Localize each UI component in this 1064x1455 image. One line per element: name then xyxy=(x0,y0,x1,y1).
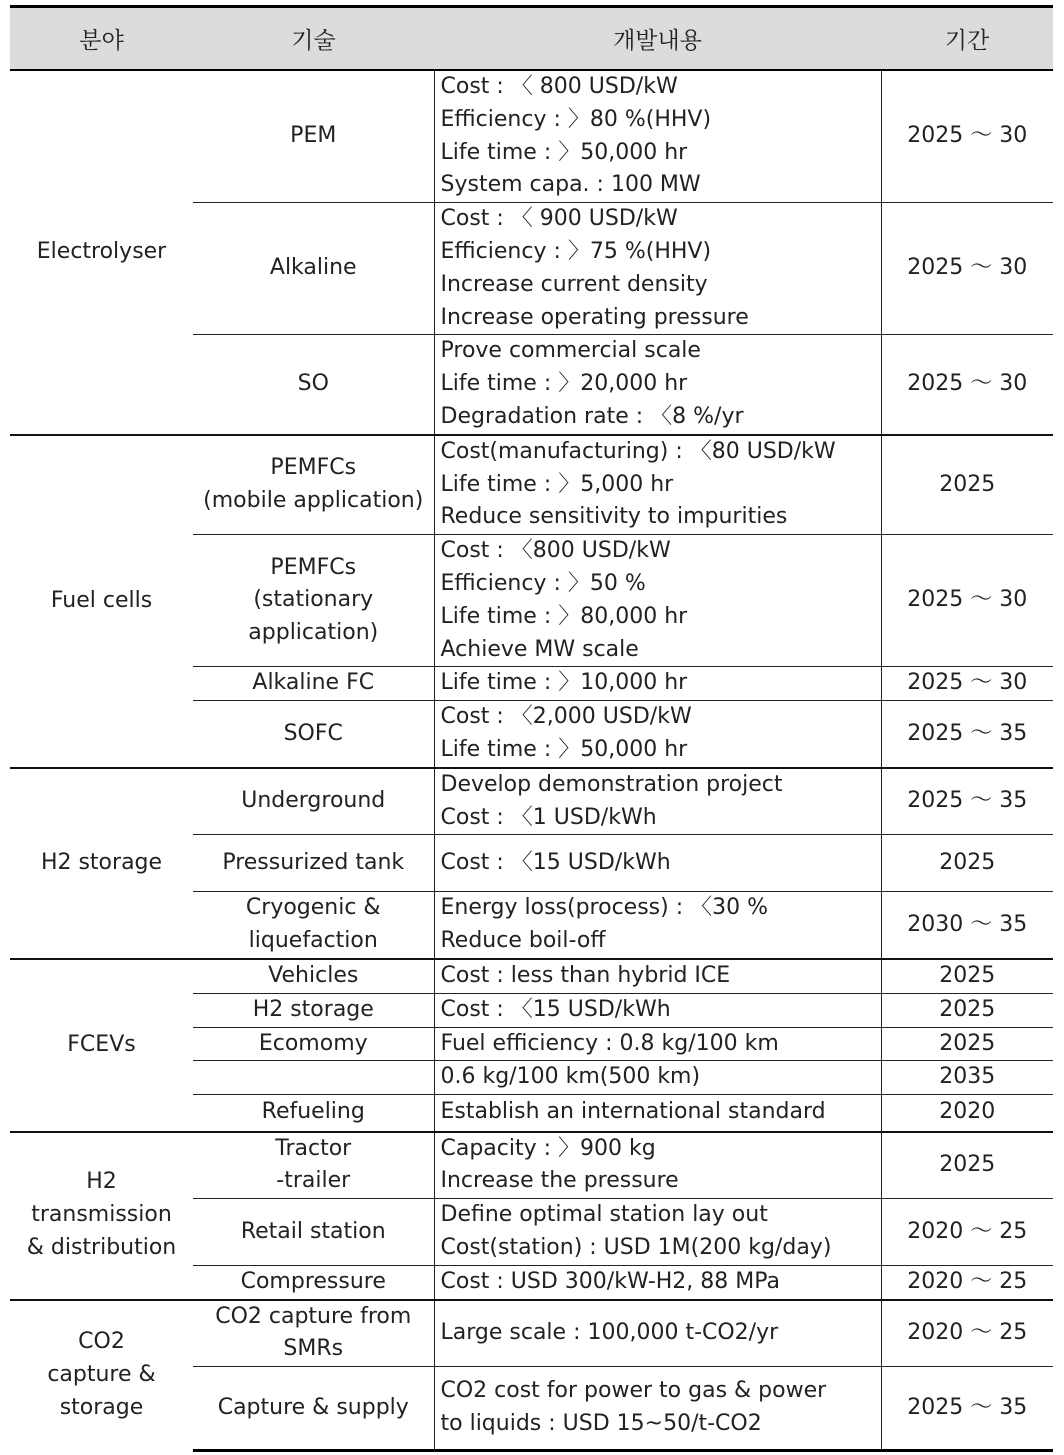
tech-line: SOFC xyxy=(283,720,343,746)
period-cell: 2025 ～ 30 xyxy=(881,535,1053,667)
content-line: Capacity : 〉900 kg xyxy=(440,1135,656,1161)
tech-line: PEMFCs xyxy=(270,455,357,481)
field-line: FCEVs xyxy=(67,1031,136,1057)
period-cell: 2035 xyxy=(881,1061,1053,1095)
tech-line: Refueling xyxy=(261,1099,365,1125)
content-line: Life time : 〉10,000 hr xyxy=(440,670,688,696)
content-line: Achieve MW scale xyxy=(440,636,639,662)
period-cell: 2025 ～ 30 xyxy=(881,335,1053,435)
field-line: Electrolyser xyxy=(36,238,167,264)
field-line: storage xyxy=(59,1395,144,1421)
content-line: Increase operating pressure xyxy=(440,304,749,330)
period-cell: 2025 ～ 30 xyxy=(881,70,1053,203)
field-cell xyxy=(10,959,193,1132)
content-cell xyxy=(434,1132,881,1199)
content-line: Cost : less than hybrid ICE xyxy=(440,962,731,988)
period-cell: 2025 xyxy=(881,993,1053,1027)
tech-line: -trailer xyxy=(276,1168,351,1194)
content-line: CO2 cost for power to gas & power xyxy=(440,1378,827,1404)
content-line: Life time : 〉20,000 hr xyxy=(440,371,688,397)
tech-cell xyxy=(193,70,434,203)
tech-line: Pressurized tank xyxy=(222,849,405,875)
field-cell xyxy=(10,1132,193,1300)
content-line: Reduce boil-off xyxy=(440,928,606,954)
content-cell xyxy=(434,1027,881,1061)
tech-line: PEM xyxy=(290,123,337,149)
period-cell: 2020 ～ 25 xyxy=(881,1265,1053,1299)
tech-line: Vehicles xyxy=(268,962,359,988)
tech-cell xyxy=(193,667,434,701)
tech-line: liquefaction xyxy=(248,928,378,954)
table-row xyxy=(10,435,1053,535)
header-field: 분야 xyxy=(10,7,193,71)
content-line: Cost(station) : USD 1M(200 kg/day) xyxy=(440,1235,832,1260)
content-line: Reduce sensitivity to impurities xyxy=(440,504,788,530)
content-line: Efficiency : 〉75 %(HHV) xyxy=(440,238,712,264)
tech-line: Ecomomy xyxy=(258,1030,368,1056)
tech-line: Underground xyxy=(241,788,386,814)
tech-line: Tractor xyxy=(275,1135,352,1161)
content-line: Degradation rate : 〈8 %/yr xyxy=(440,403,744,429)
content-cell xyxy=(434,1300,881,1367)
content-line: Life time : 〉50,000 hr xyxy=(440,139,688,165)
table-row xyxy=(10,1300,1053,1367)
field-cell xyxy=(10,1300,193,1451)
tech-cell xyxy=(193,1300,434,1367)
tech-cell xyxy=(193,1199,434,1266)
content-line: Increase the pressure xyxy=(440,1168,679,1194)
roadmap-table xyxy=(10,5,1053,1452)
content-line: Life time : 〉5,000 hr xyxy=(440,471,674,497)
table-row xyxy=(10,768,1053,835)
content-line: Cost : 〈 800 USD/kW xyxy=(440,74,678,99)
field-line: H2 xyxy=(86,1169,117,1195)
period-cell: 2025 ～ 30 xyxy=(881,203,1053,335)
tech-line: Retail station xyxy=(240,1218,386,1244)
content-cell xyxy=(434,70,881,203)
content-line: 0.6 kg/100 km(500 km) xyxy=(440,1064,701,1090)
content-cell xyxy=(434,1367,881,1451)
content-cell xyxy=(434,667,881,701)
field-cell xyxy=(10,435,193,768)
content-cell xyxy=(434,435,881,535)
tech-line: Alkaline xyxy=(269,255,357,281)
period-cell: 2020 ～ 25 xyxy=(881,1199,1053,1266)
tech-cell xyxy=(193,1027,434,1061)
content-line: Cost : 〈 900 USD/kW xyxy=(440,206,678,232)
content-cell xyxy=(434,1095,881,1132)
tech-cell xyxy=(193,535,434,667)
field-line: CO2 xyxy=(78,1329,125,1355)
field-cell xyxy=(10,768,193,959)
field-line: & distribution xyxy=(26,1235,177,1260)
period-cell: 2025 xyxy=(881,1027,1053,1061)
period-cell: 2025 xyxy=(881,835,1053,892)
header-row xyxy=(10,7,1053,71)
tech-cell xyxy=(193,335,434,435)
content-line: Develop demonstration project xyxy=(440,771,783,797)
field-line: capture & xyxy=(47,1362,156,1388)
content-cell xyxy=(434,701,881,768)
period-cell: 2030 ～ 35 xyxy=(881,892,1053,959)
period-cell: 2025 ～ 35 xyxy=(881,768,1053,835)
tech-cell xyxy=(193,835,434,892)
tech-cell xyxy=(193,1132,434,1199)
content-line: Prove commercial scale xyxy=(440,338,701,364)
content-line: Energy loss(process) : 〈30 % xyxy=(440,895,769,921)
content-line: Establish an international standard xyxy=(440,1099,826,1125)
tech-line: Alkaline FC xyxy=(252,670,375,696)
tech-line: Compressure xyxy=(240,1268,386,1294)
content-cell xyxy=(434,1265,881,1299)
period-cell: 2025 ～ 35 xyxy=(881,1367,1053,1451)
tech-line: H2 storage xyxy=(252,996,374,1022)
period-cell: 2025 ～ 35 xyxy=(881,701,1053,768)
tech-line: PEMFCs xyxy=(270,554,357,580)
content-cell xyxy=(434,959,881,993)
header-period: 기간 xyxy=(881,7,1053,71)
tech-line: (mobile application) xyxy=(203,487,424,513)
tech-line: SMRs xyxy=(283,1336,344,1362)
tech-line: SO xyxy=(297,371,329,397)
tech-line: application) xyxy=(248,620,379,646)
tech-cell xyxy=(193,1095,434,1132)
tech-cell xyxy=(193,959,434,993)
period-cell: 2025 ～ 30 xyxy=(881,667,1053,701)
content-cell xyxy=(434,335,881,435)
tech-cell xyxy=(193,892,434,959)
period-cell: 2025 xyxy=(881,435,1053,535)
field-line: Fuel cells xyxy=(50,587,153,613)
content-line: Define optimal station lay out xyxy=(440,1202,768,1228)
tech-line: Capture & supply xyxy=(217,1394,409,1420)
content-line: Cost : 〈800 USD/kW xyxy=(440,538,671,564)
table-body xyxy=(10,70,1053,1451)
period-cell: 2025 xyxy=(881,959,1053,993)
content-line: Life time : 〉50,000 hr xyxy=(440,736,688,762)
field-cell xyxy=(10,70,193,435)
content-cell xyxy=(434,835,881,892)
content-line: Large scale : 100,000 t-CO2/yr xyxy=(440,1319,779,1345)
content-cell xyxy=(434,993,881,1027)
header-content: 개발내용 xyxy=(434,7,881,71)
content-line: Increase current density xyxy=(440,271,708,297)
tech-cell xyxy=(193,768,434,835)
content-line: Cost : 〈15 USD/kWh xyxy=(440,996,671,1022)
content-cell xyxy=(434,203,881,335)
tech-cell xyxy=(193,701,434,768)
field-line: H2 storage xyxy=(40,849,163,875)
content-line: Fuel efficiency : 0.8 kg/100 km xyxy=(440,1030,779,1056)
content-cell xyxy=(434,535,881,667)
period-cell: 2020 ～ 25 xyxy=(881,1300,1053,1367)
tech-cell xyxy=(193,1061,434,1095)
content-line: Efficiency : 〉50 % xyxy=(440,570,646,596)
content-cell xyxy=(434,768,881,835)
content-line: Life time : 〉80,000 hr xyxy=(440,603,688,629)
table-row xyxy=(10,70,1053,203)
content-cell xyxy=(434,1061,881,1095)
tech-cell xyxy=(193,993,434,1027)
tech-cell xyxy=(193,203,434,335)
content-cell xyxy=(434,892,881,959)
content-line: System capa. : 100 MW xyxy=(440,172,701,198)
tech-cell xyxy=(193,1265,434,1299)
content-line: Cost : 〈1 USD/kWh xyxy=(440,804,657,830)
header-tech: 기술 xyxy=(193,7,434,71)
period-cell: 2025 xyxy=(881,1132,1053,1199)
content-line: Cost : 〈2,000 USD/kW xyxy=(440,704,692,730)
content-line: to liquids : USD 15~50/t-CO2 xyxy=(440,1411,762,1437)
field-line: transmission xyxy=(31,1202,172,1228)
content-cell xyxy=(434,1199,881,1266)
content-line: Cost(manufacturing) : 〈80 USD/kW xyxy=(440,438,836,464)
table-row xyxy=(10,1132,1053,1199)
content-line: Efficiency : 〉80 %(HHV) xyxy=(440,106,712,132)
period-cell: 2020 xyxy=(881,1095,1053,1132)
tech-cell xyxy=(193,435,434,535)
tech-line: CO2 capture from xyxy=(215,1303,412,1329)
tech-cell xyxy=(193,1367,434,1451)
content-line: Cost : USD 300/kW-H2, 88 MPa xyxy=(440,1268,781,1294)
table-row xyxy=(10,959,1053,993)
tech-line: Cryogenic & xyxy=(245,895,381,921)
tech-line: (stationary xyxy=(253,587,374,613)
content-line: Cost : 〈15 USD/kWh xyxy=(440,849,671,875)
